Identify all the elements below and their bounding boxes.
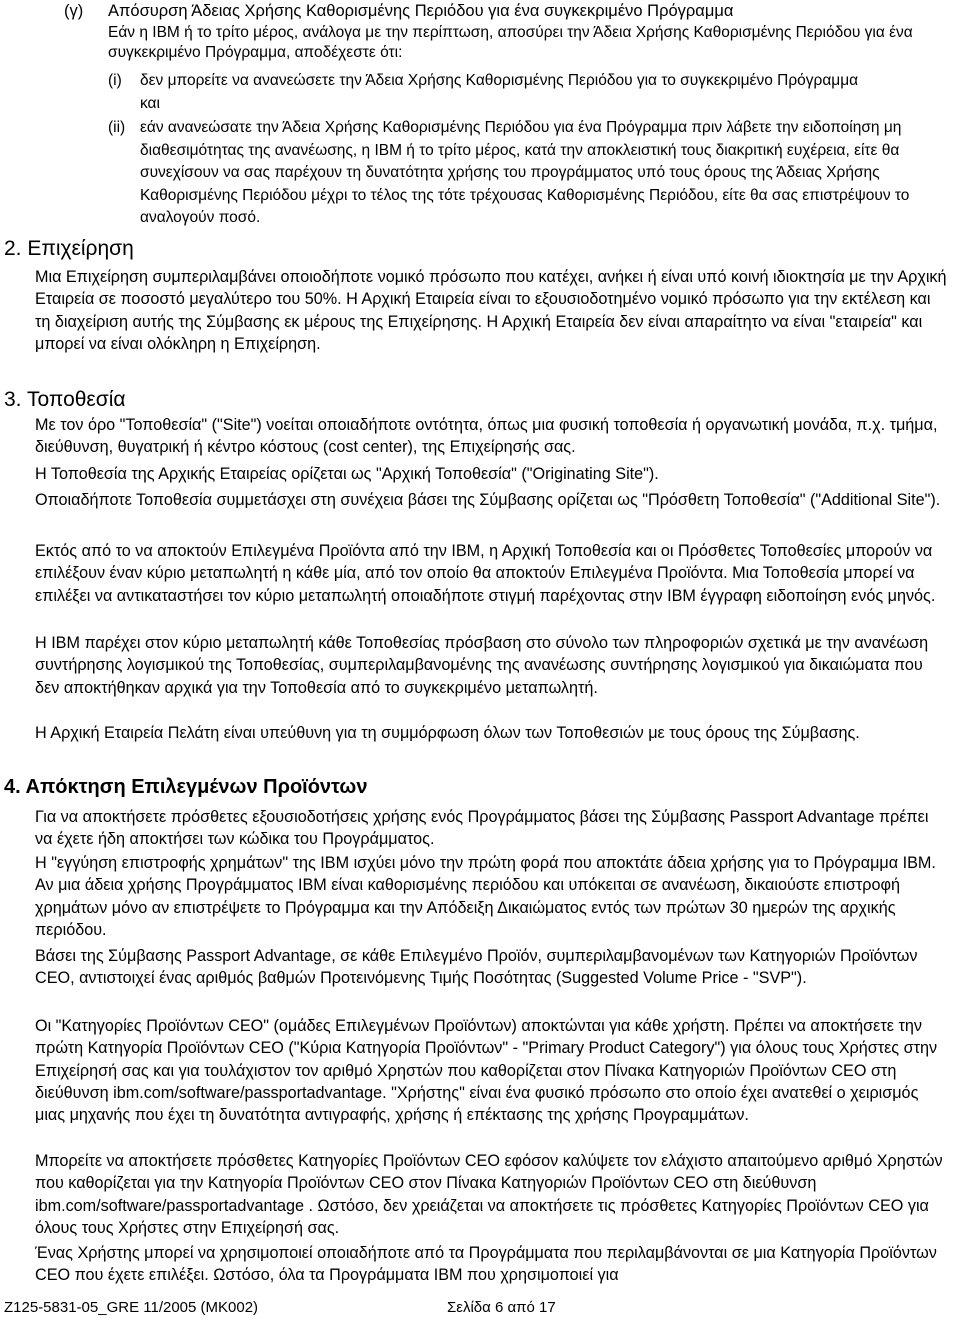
document-id: Z125-5831-05_GRE 11/2005 (MK002) (4, 1299, 259, 1316)
paragraph: Η Τοποθεσία της Αρχικής Εταιρείας ορίζεται ως "Αρχική Τοποθεσία" ("Originating Site"). (35, 465, 659, 483)
paragraph: Οι "Κατηγορίες Προϊόντων CEO" (ομάδες Επιλεγμένων Προϊόντων) αποκτώνται για κάθε χρήστη. Πρέπει να αποκτήσετε την πρώτη Κατηγορία Προϊόντων CEO ("Κύρια Κατηγορία Προϊόντων" - "Primary Product Category") για όλους τους Χρήστες στην Επιχείρησή σας και για τουλάχιστον τον αριθμό Χρηστών που καθορίζεται στον Πίνακα Κατηγοριών Προϊόντων CEO στη διεύθυνση ibm.com/software/passportadvantage. "Χρήστης" είναι ένα φυσικό πρόσωπο στο οποίο έχει ανατεθεί ο χειρισμός μιας μηχανής που έχει τη δυνατότητα αντιγραφής, χρήσης ή επέκτασης της χρήσης Προγραμμάτων. (35, 1017, 938, 1125)
page-number: Σελίδα 6 από 17 (447, 1299, 556, 1316)
paragraph: Οποιαδήποτε Τοποθεσία συμμετάσχει στη συνέχεια βάσει της Σύμβασης ορίζεται ως "Πρόσθετη Τοποθεσία" ("Additional Site"). (35, 491, 941, 509)
list-item-text: εάν ανανεώσατε την Άδεια Χρήσης Καθορισμένης Περιόδου για ένα Πρόγραμμα πριν λάβετε την ειδοποίηση μη διαθεσιμότητας της ανανέωσης, η IBM ή το τρίτο μέρος, κατά την αποκλειστική τους διακριτική ευχέρεια, είτε θα συνεχίσουν να σας παρέχουν τη δυνατότητα χρήσης του προγράμματος υπό τους όρους της Άδειας Χρήσης Καθορισμένης Περιόδου μέχρι το τέλος της τότε τρέχουσας Καθορισμένης Περιόδου, είτε θα σας επιστρέψουν το αναλογούν ποσό. (140, 119, 910, 226)
paragraph: Για να αποκτήσετε πρόσθετες εξουσιοδοτήσεις χρήσης ενός Προγράμματος βάσει της Σύμβασης Passport Advantage πρέπει να έχετε ήδη αποκτήσει των κώδικα του Προγράμματος. (35, 808, 929, 849)
paragraph: Εκτός από το να αποκτούν Επιλεγμένα Προϊόντα από την IBM, η Αρχική Τοποθεσία και οι Πρόσθετες Τοποθεσίες μπορούν να επιλέξουν έναν κύριο μεταπωλητή η κάθε μία, από τον οποίο θα αποκτούν Επιλεγμένα Προϊόντα. Μια Τοποθεσία μπορεί να επιλέξει να αντικαταστήσει τον κύριο μεταπωλητή οποιαδήποτε στιγμή παρέχοντας στην IBM έγγραφη ειδοποίηση ενός μηνός. (35, 542, 936, 605)
list-item (108, 70, 948, 115)
subsection-heading (64, 0, 733, 22)
paragraph: Με τον όρο "Τοποθεσία" ("Site") νοείται οποιαδήποτε οντότητα, όπως μια φυσική τοποθεσία ή οργανωτική μονάδα, π.χ. τμήμα, διεύθυνση, θυγατρική ή κέντρο κόστους (cost center), της Επιχείρησής σας. (35, 416, 938, 457)
paragraph: Μπορείτε να αποκτήσετε πρόσθετες Κατηγορίες Προϊόντων CEO εφόσον καλύψετε τον ελάχιστο απαιτούμενο αριθμό Χρηστών που καθορίζεται για την Κατηγορία Προϊόντων CEO στον Πίνακα Κατηγοριών Προϊόντων CEO στη διεύθυνση ibm.com/software/passportadvantage . Ωστόσο, δεν χρειάζεται να αποκτήσετε τις πρόσθετες Κατηγορίες Προϊόντων CEO για όλους τους Χρήστες στην Επιχείρησή σας. (35, 1152, 943, 1237)
section-heading: 4. Απόκτηση Επιλεγμένων Προϊόντων (4, 776, 368, 798)
paragraph: Η IBM παρέχει στον κύριο μεταπωλητή κάθε Τοποθεσίας πρόσβαση στο σύνολο των πληροφοριών σχετικά με την ανανέωση συντήρησης λογισμικού της Τοποθεσίας, συμπεριλαμβανομένης της ανανέωσης συντήρησης λογισμικού για δικαιώματα που δεν αποκτήθηκαν αρχικά για την Τοποθεσία από το συγκεκριμένο μεταπωλητή. (35, 634, 929, 697)
list-item-number: (i) (108, 72, 122, 89)
section-heading: 3. Τοποθεσία (4, 388, 126, 411)
subsection-title: Απόσυρση Άδειας Χρήσης Καθορισμένης Περιόδου για ένα συγκεκριμένο Πρόγραμμα (108, 2, 734, 20)
paragraph: Ένας Χρήστης μπορεί να χρησιμοποιεί οποιαδήποτε από τα Προγράμματα που περιλαμβάνονται σε μια Κατηγορία Προϊόντων CEO που έχετε επιλέξει. Ωστόσο, όλα τα Προγράμματα IBM που χρησιμοποιεί για (35, 1244, 937, 1285)
paragraph: Βάσει της Σύμβασης Passport Advantage, σε κάθε Επιλεγμένο Προϊόν, συμπεριλαμβανομένων των Κατηγοριών Προϊόντων CEO, αντιστοιχεί ένας αριθμός βαθμών Προτεινόμενης Τιμής Ποσότητας (Suggested Volume Price - "SVP"). (35, 947, 918, 988)
subsection-intro: Εάν η IBM ή το τρίτο μέρος, ανάλογα με την περίπτωση, αποσύρει την Άδεια Χρήσης Καθορισμένης Περιόδου για ένα συγκεκριμένο Πρόγραμμα, αποδέχεστε ότι: (108, 24, 913, 61)
section-heading: 2. Επιχείρηση (4, 237, 134, 260)
paragraph: Η "εγγύηση επιστροφής χρημάτων" της IBM ισχύει μόνο την πρώτη φορά που αποκτάτε άδεια χρήσης για το Πρόγραμμα IBM. Αν μια άδεια χρήσης Προγράμματος IBM είναι καθορισμένης περιόδου και υπόκειται σε ανανέωση, δικαιούστε επιστροφή χρημάτων μόνο αν επιστρέψετε το Πρόγραμμα και την Απόδειξη Δικαιώματος εντός των πρώτων 30 ημερών της αρχικής περιόδου. (35, 854, 936, 939)
page-footer (4, 1299, 954, 1317)
paragraph: Η Αρχική Εταιρεία Πελάτη είναι υπεύθυνη για τη συμμόρφωση όλων των Τοποθεσιών με τους όρους της Σύμβασης. (35, 724, 860, 742)
list-item-number: (ii) (108, 119, 126, 136)
paragraph: Μια Επιχείρηση συμπεριλαμβάνει οποιοδήποτε νομικό πρόσωπο που κατέχει, ανήκει ή είναι υπό κοινή ιδιοκτησία με την Αρχική Εταιρεία σε ποσοστό μεγαλύτερο του 50%. Η Αρχική Εταιρεία είναι το εξουσιοδοτημένο νομικό πρόσωπο για την εκτέλεση και τη διαχείριση αυτής της Σύμβασης εκ μέρους της Επιχείρησης. Η Αρχική Εταιρεία δεν είναι απαραίτητο να είναι "εταιρεία" και μπορεί να είναι ολόκληρη η Επιχείρηση. (35, 268, 947, 353)
subsection-label: (γ) (64, 2, 84, 20)
list-item (108, 117, 948, 230)
list-item-text: δεν μπορείτε να ανανεώσετε την Άδεια Χρήσης Καθορισμένης Περιόδου για το συγκεκριμένο Πρόγραμμα και (140, 72, 859, 112)
